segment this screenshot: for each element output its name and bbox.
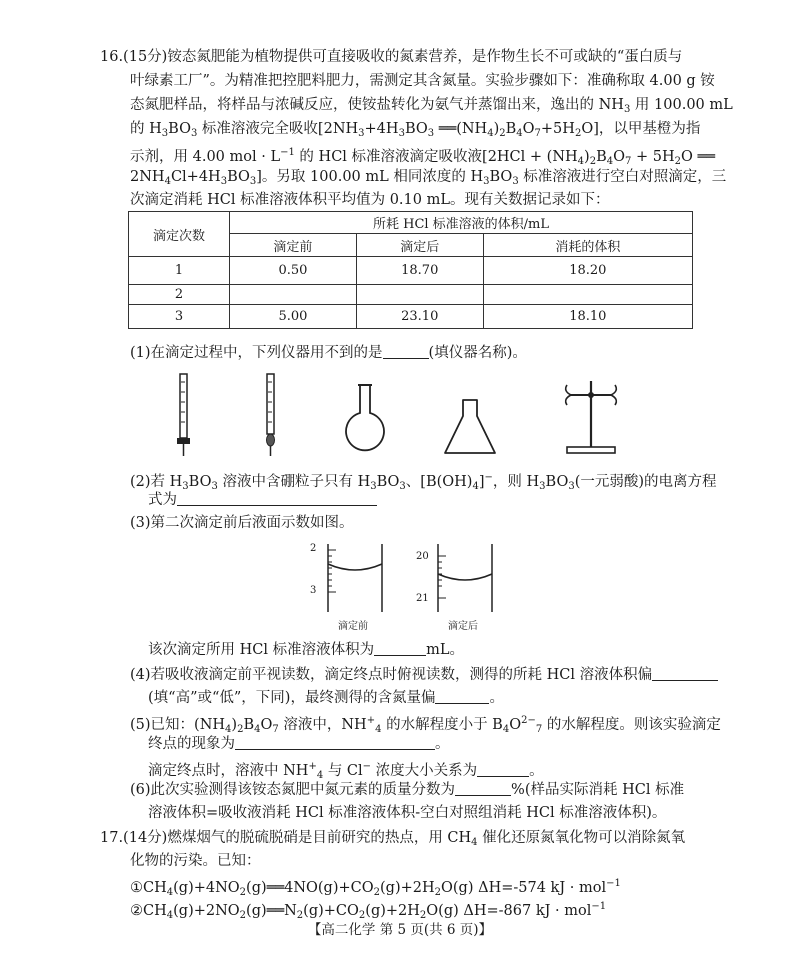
header-titration-count: 滴定次数 xyxy=(129,212,230,257)
caption-after: 滴定后 xyxy=(448,621,478,632)
burette-reading-after xyxy=(426,540,498,612)
answer-blank[interactable] xyxy=(374,641,426,656)
cell-after: 18.70 xyxy=(356,257,483,285)
volumetric-flask-icon xyxy=(340,383,390,455)
header-after: 滴定后 xyxy=(356,234,483,257)
header-consumed: 消耗的体积 xyxy=(483,234,692,257)
cell-consumed xyxy=(483,285,692,305)
q16-line1: 16.(15分)铵态氮肥能为植物提供可直接吸收的氮素营养，是作物生长不可或缺的“蛋白质与 xyxy=(100,49,683,65)
table-row xyxy=(129,305,693,329)
q16-line3: 态氮肥样品，将样品与浓碱反应，使铵盐转化为氨气并蒸馏出来，逸出的 $NH_3$ 用 100.00 mL xyxy=(130,97,733,115)
q17-line1: 17.(14分)燃煤烟气的脱硫脱硝是目前研究的热点，用 $CH_4$ 催化还原氮氧化物可以消除氮氧 xyxy=(100,830,686,848)
header-before: 滴定前 xyxy=(230,234,357,257)
cell-consumed: 18.10 xyxy=(483,305,692,329)
iron-stand-icon xyxy=(555,377,627,457)
q16-line7: 次滴定消耗 HCl 标准溶液体积平均值为 0.10 mL。现有关数据记录如下： xyxy=(130,192,610,208)
answer-blank[interactable] xyxy=(235,735,435,750)
answer-blank[interactable] xyxy=(477,762,529,777)
q16-part4: (4)若吸收液滴定前平视读数，滴定终点时俯视读数，测得的所耗 HCl 溶液体积偏 xyxy=(130,665,718,685)
cell-count: 3 xyxy=(129,305,230,329)
q16-line5: 示剂，用 4.00 mol · $L^{-1}$ 的 HCl 标准溶液滴定吸收液[$2HCl + (NH_4)_2B_4O_7 + 5H_2O$ ══ xyxy=(130,147,715,167)
tick-20: 20 xyxy=(416,551,429,562)
answer-blank[interactable] xyxy=(652,666,718,681)
cell-before xyxy=(230,285,357,305)
answer-blank[interactable] xyxy=(383,344,429,359)
base-burette-icon xyxy=(259,372,283,458)
q16-part2: (2)若 $H_3BO_3$ 溶液中含硼粒子只有 $H_3BO_3$、$[B(OH)_4]^-$，则 $H_3BO_3$(一元弱酸)的电离方程 xyxy=(130,472,717,492)
tick-2: 2 xyxy=(310,543,317,554)
acid-burette-icon xyxy=(172,372,196,458)
tick-3: 3 xyxy=(310,585,317,596)
burette-reading-before xyxy=(316,540,388,612)
cell-before: 0.50 xyxy=(230,257,357,285)
q16-part4-b: (填“高”或“低”，下同)，最终测得的含氮量偏 。 xyxy=(148,690,504,706)
table-row xyxy=(129,257,693,285)
q16-line2: 叶绿素工厂”。为精准把控肥料肥力，需测定其含氮量。实验步骤如下：准确称取 4.00 g 铵 xyxy=(130,73,715,89)
cell-before: 5.00 xyxy=(230,305,357,329)
page-footer: 【高二化学 第 5 页(共 6 页)】 xyxy=(307,922,493,938)
cell-after: 23.10 xyxy=(356,305,483,329)
q16-line6: $2NH_4Cl+4H_3BO_3$]。另取 100.00 mL 相同浓度的 $H_3BO_3$ 标准溶液进行空白对照滴定，三 xyxy=(130,169,727,187)
cell-after xyxy=(356,285,483,305)
cell-count: 1 xyxy=(129,257,230,285)
cell-consumed: 18.20 xyxy=(483,257,692,285)
q16-part3: (3)第二次滴定前后液面示数如图。 xyxy=(130,515,354,531)
q16-line4: 的 $H_3BO_3$ 标准溶液完全吸收[$2NH_3+4H_3BO_3$ $══(NH_4)_2B_4O_7+5H_2O$]，以甲基橙为指 xyxy=(130,121,701,139)
cell-count: 2 xyxy=(129,285,230,305)
q17-eq2: $②CH_4(g)+2NO_2(g)══N_2(g)+CO_2(g)+2H_2O(g)$ ΔH=-867 kJ · mol$^{-1}$ xyxy=(130,901,607,921)
answer-blank[interactable] xyxy=(177,491,377,506)
q16-part1: (1)在滴定过程中，下列仪器用不到的是 (填仪器名称)。 xyxy=(130,345,527,361)
conical-flask-icon xyxy=(443,398,497,456)
q17-line2: 化物的污染。已知： xyxy=(130,853,261,869)
q16-part3-answer: 该次滴定所用 HCl 标准溶液体积为 mL。 xyxy=(148,642,464,658)
table-row xyxy=(129,285,693,305)
answer-blank[interactable] xyxy=(455,781,511,796)
header-volume-group: 所耗 HCl 标准溶液的体积/mL xyxy=(230,212,693,234)
q16-part6: (6)此次实验测得该铵态氮肥中氮元素的质量分数为 %(样品实际消耗 HCl 标准 xyxy=(130,782,685,798)
q16-part6-b: 溶液体积=吸收液消耗 HCl 标准溶液体积-空白对照组消耗 HCl 标准溶液体积)。 xyxy=(148,805,667,821)
q16-part5-b: 终点的现象为 。 xyxy=(148,736,450,752)
caption-before: 滴定前 xyxy=(338,621,368,632)
q16-part5-c: 滴定终点时，溶液中 $NH^+_4$ 与 Cl− 浓度大小关系为 。 xyxy=(148,761,544,781)
q17-eq1: $①CH_4(g)+4NO_2(g)══4NO(g)+CO_2(g)+2H_2O(g)$ ΔH=-574 kJ · mol$^{-1}$ xyxy=(130,878,621,898)
q16-part5: (5)已知：$(NH_4)_2B_4O_7$ 溶液中，$NH^+_4$ 的水解程度小于 $B_4O^{2-}_7$ 的水解程度。则该实验滴定 xyxy=(130,715,721,735)
tick-21: 21 xyxy=(416,593,429,604)
answer-blank[interactable] xyxy=(435,689,489,704)
q16-part2-answer: 式为 xyxy=(148,490,377,510)
titration-table xyxy=(128,211,693,329)
